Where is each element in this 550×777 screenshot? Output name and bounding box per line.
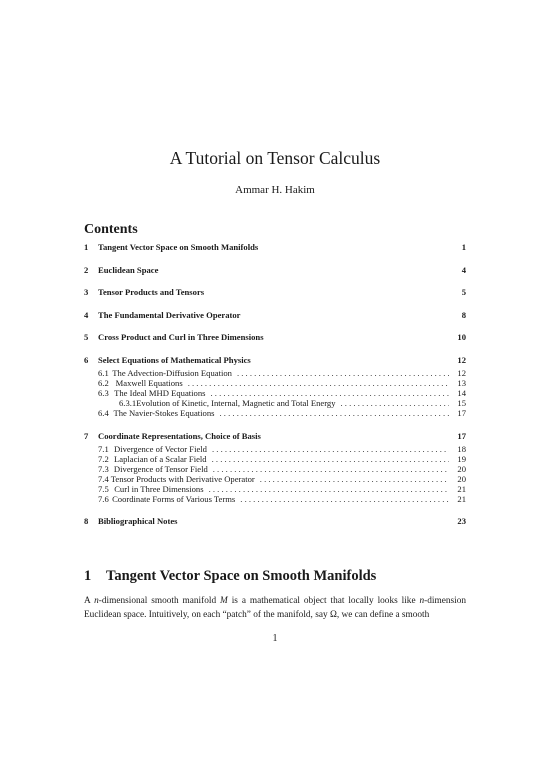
toc-entry-number: 2 bbox=[84, 264, 89, 275]
toc-section-entry[interactable] bbox=[84, 431, 466, 441]
toc-section-entry[interactable] bbox=[84, 332, 466, 342]
paper-title: A Tutorial on Tensor Calculus bbox=[169, 148, 381, 168]
body-text-run: -dimensional smooth manifold bbox=[98, 596, 221, 606]
toc-dot-leader bbox=[240, 494, 449, 504]
toc-entry-label: Laplacian of a Scalar Field bbox=[114, 453, 207, 464]
section-number: 1 bbox=[84, 568, 92, 584]
toc-spacer bbox=[84, 320, 466, 333]
toc-entry-page: 5 bbox=[461, 287, 466, 298]
toc-entry-label: The Navier-Stokes Equations bbox=[113, 407, 215, 418]
toc-entry-label: Bibliographical Notes bbox=[98, 516, 178, 527]
toc-subsection-entry[interactable] bbox=[84, 368, 466, 378]
toc-entry-page: 15 bbox=[457, 397, 466, 408]
toc-entry-page: 20 bbox=[457, 463, 466, 474]
toc-entry-page: 1 bbox=[461, 242, 466, 252]
toc-dot-leader bbox=[209, 484, 449, 494]
toc-entry-page: 10 bbox=[457, 332, 466, 343]
toc-dot-leader bbox=[210, 388, 449, 398]
toc-entry-page: 21 bbox=[457, 483, 466, 494]
toc-dot-leader bbox=[260, 474, 449, 484]
toc-entry-label: The Advection-Diffusion Equation bbox=[112, 367, 232, 378]
toc-subsection-entry[interactable] bbox=[84, 408, 466, 418]
toc-section-entry[interactable] bbox=[84, 355, 466, 365]
section-title: Tangent Vector Space on Smooth Manifolds bbox=[106, 568, 377, 584]
toc-entry-page: 21 bbox=[457, 493, 466, 504]
math-symbol: n bbox=[419, 596, 425, 606]
toc-subsection-entry[interactable] bbox=[84, 484, 466, 494]
toc-entry-number: 6.2 bbox=[98, 377, 109, 388]
toc-dot-leader bbox=[188, 378, 449, 388]
toc-entry-number: 7 bbox=[84, 430, 89, 441]
toc-entry-page: 23 bbox=[457, 516, 466, 527]
toc-entry-label: Tensor Products and Tensors bbox=[98, 287, 205, 298]
toc-entry-number: 7.6 bbox=[98, 493, 109, 504]
toc-section-entry[interactable] bbox=[84, 516, 466, 526]
toc-entry-number: 3 bbox=[84, 287, 89, 298]
toc-entry-page: 12 bbox=[457, 354, 466, 365]
toc-entry-page: 8 bbox=[461, 309, 466, 320]
toc-entry-number: 4 bbox=[84, 309, 89, 320]
toc-entry-label: Divergence of Vector Field bbox=[113, 443, 207, 454]
toc-subsection-entry[interactable] bbox=[84, 494, 466, 504]
body-text-run: , we can define a smooth bbox=[336, 610, 430, 620]
toc-entry-page: 14 bbox=[457, 387, 466, 398]
toc-entry-label: Divergence of Tensor Field bbox=[113, 463, 208, 474]
toc-entry-label: Euclidean Space bbox=[98, 264, 159, 275]
math-symbol: Ω bbox=[329, 610, 337, 620]
toc-subsection-entry[interactable] bbox=[84, 464, 466, 474]
body-text-run: A bbox=[84, 596, 95, 606]
toc-entry-label: Curl in Three Dimensions bbox=[114, 483, 204, 494]
toc-entry-number: 8 bbox=[84, 516, 89, 527]
toc-subsection-entry[interactable] bbox=[84, 398, 466, 408]
toc-dot-leader bbox=[237, 368, 449, 378]
toc-entry-page: 12 bbox=[457, 367, 466, 378]
toc-section-entry[interactable] bbox=[84, 287, 466, 297]
toc-entry-label: Coordinate Forms of Various Terms bbox=[112, 493, 236, 504]
toc-spacer bbox=[84, 275, 466, 288]
toc-subsection-entry[interactable] bbox=[84, 454, 466, 464]
toc-entry-label: The Ideal MHD Equations bbox=[114, 387, 206, 398]
toc-entry-number: 1 bbox=[84, 242, 89, 252]
toc-entry-number: 7.1 bbox=[98, 443, 109, 454]
toc-dot-leader bbox=[212, 444, 449, 454]
toc-entry-label: Evolution of Kinetic, Internal, Magnetic and Total Energy bbox=[136, 397, 336, 408]
toc-entry-page: 20 bbox=[457, 473, 466, 484]
toc-entry-number: 6 bbox=[84, 354, 89, 365]
toc-dot-leader bbox=[212, 454, 449, 464]
toc-entry-label: Cross Product and Curl in Three Dimensions bbox=[98, 332, 264, 343]
toc-entry-number: 7.2 bbox=[98, 453, 109, 464]
body-text-run: is a mathematical object that locally looks like bbox=[227, 596, 420, 606]
toc-entry-number: 6.4 bbox=[98, 407, 109, 418]
toc-entry-number: 6.3.1 bbox=[119, 397, 137, 408]
table-of-contents bbox=[84, 242, 466, 526]
toc-entry-page: 18 bbox=[457, 443, 466, 454]
math-symbol: n bbox=[94, 596, 99, 606]
toc-spacer bbox=[84, 297, 466, 310]
toc-dot-leader bbox=[220, 408, 450, 418]
toc-spacer bbox=[84, 342, 466, 355]
section-heading bbox=[84, 568, 376, 585]
toc-entry-page: 13 bbox=[457, 377, 466, 388]
toc-entry-number: 7.3 bbox=[98, 463, 109, 474]
toc-spacer bbox=[84, 504, 466, 517]
toc-entry-page: 17 bbox=[457, 430, 466, 441]
body-text-run: -dimension Euclidean space. Intuitively, on each “patch” of the manifold, say bbox=[84, 596, 466, 620]
author-name: Ammar H. Hakim bbox=[235, 184, 315, 196]
toc-entry-label: Coordinate Representations, Choice of Basis bbox=[98, 430, 261, 441]
toc-dot-leader bbox=[213, 464, 449, 474]
toc-entry-page: 4 bbox=[461, 264, 466, 275]
toc-entry-label: Select Equations of Mathematical Physics bbox=[98, 354, 251, 365]
contents-heading: Contents bbox=[84, 222, 138, 237]
toc-dot-leader bbox=[341, 398, 450, 408]
toc-entry-label: Tangent Vector Space on Smooth Manifolds bbox=[98, 242, 259, 252]
toc-entry-page: 19 bbox=[457, 453, 466, 464]
toc-spacer bbox=[84, 418, 466, 431]
toc-entry-number: 5 bbox=[84, 332, 89, 343]
body-paragraph bbox=[84, 594, 466, 622]
toc-section-entry[interactable] bbox=[84, 310, 466, 320]
toc-subsection-entry[interactable] bbox=[84, 474, 466, 484]
toc-entry-label: The Fundamental Derivative Operator bbox=[98, 309, 241, 320]
toc-entry-number: 7.5 bbox=[98, 483, 109, 494]
toc-section-entry[interactable] bbox=[84, 242, 466, 252]
toc-section-entry[interactable] bbox=[84, 265, 466, 275]
toc-entry-number: 6.3 bbox=[98, 387, 109, 398]
toc-entry-number: 6.1 bbox=[98, 367, 109, 378]
toc-entry-label: Tensor Products with Derivative Operator bbox=[110, 473, 255, 484]
toc-entry-label: Maxwell Equations bbox=[115, 377, 183, 388]
toc-subsection-entry[interactable] bbox=[84, 388, 466, 398]
toc-subsection-entry[interactable] bbox=[84, 444, 466, 454]
math-symbol: M bbox=[220, 596, 228, 606]
toc-spacer bbox=[84, 252, 466, 265]
toc-entry-page: 17 bbox=[457, 407, 466, 418]
toc-subsection-entry[interactable] bbox=[84, 378, 466, 388]
page-number: 1 bbox=[272, 633, 278, 644]
toc-entry-number: 7.4 bbox=[98, 473, 109, 484]
